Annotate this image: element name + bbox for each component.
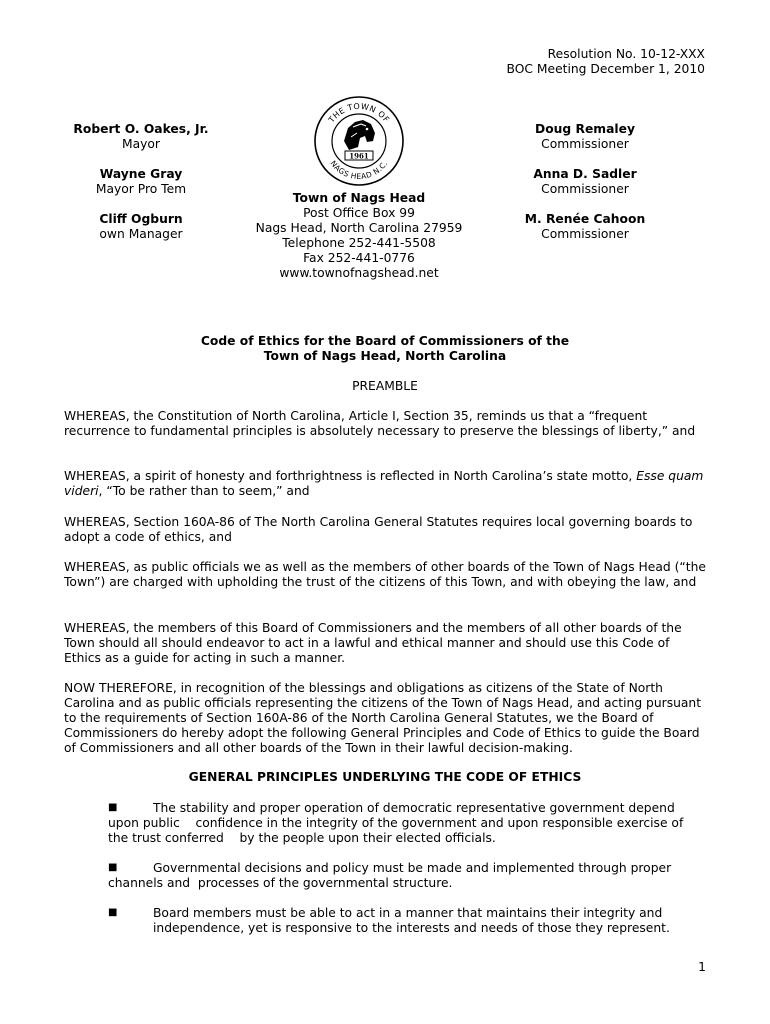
- title-line-1: Code of Ethics for the Board of Commissioners of the: [200, 334, 570, 348]
- official-title: Commissioner: [541, 227, 629, 241]
- official-commissioner-3: [485, 212, 685, 242]
- now-therefore-paragraph: NOW THEREFORE, in recognition of the blessings and obligations as citizens of the State of North Carolina and as public officials representing the citizens of the Town of Nags Head, and acting pursuant to the requirements of Section 160A-86 of the North Carolina General Statutes, we the Board of Commissioners do hereby adopt the following General Principles and Code of Ethics to guide the Board of Commissioners and all other boards of the Town in their lawful decision-making.: [64, 681, 702, 755]
- whereas-2-text-end: , “To be rather than to seem,” and: [98, 484, 310, 498]
- po-box: Post Office Box 99: [303, 206, 415, 220]
- resolution-header: [507, 47, 706, 77]
- official-title: own Manager: [99, 227, 183, 241]
- principle-1-line-1: The stability and proper operation of democratic representative government depend: [153, 801, 675, 815]
- meeting-date: BOC Meeting December 1, 2010: [506, 62, 705, 76]
- official-title: Commissioner: [541, 137, 629, 151]
- website-link[interactable]: www.townofnagshead.net: [279, 266, 439, 280]
- principles-heading: GENERAL PRINCIPLES UNDERLYING THE CODE OF ETHICS: [188, 770, 582, 784]
- bullet-square-icon: ■: [108, 907, 118, 918]
- official-mayor-pro-tem: [41, 167, 241, 197]
- official-name: Doug Remaley: [535, 122, 635, 136]
- state-motto: Esse quam videri: [64, 469, 704, 498]
- official-town-manager: [41, 212, 241, 242]
- principle-2-line-2: channels and processes of the governmental structure.: [108, 876, 453, 890]
- principle-2-line-1: Governmental decisions and policy must be made and implemented through proper: [153, 861, 672, 875]
- principle-3-line-1: Board members must be able to act in a manner that maintains their integrity and: [153, 906, 663, 920]
- seal-year: 1961: [349, 151, 369, 161]
- official-name: M. Renée Cahoon: [524, 212, 646, 226]
- principle-1-line-2: upon public confidence in the integrity of the government and upon responsible exercise of: [108, 816, 684, 830]
- seal-top-text: THE TOWN OF: [326, 101, 392, 125]
- official-title: Mayor: [121, 137, 160, 151]
- town-address-block: [230, 191, 488, 281]
- page-number: 1: [698, 960, 706, 974]
- telephone: Telephone 252-441-5508: [282, 236, 436, 250]
- official-name: Robert O. Oakes, Jr.: [73, 122, 209, 136]
- whereas-paragraph-3: WHEREAS, Section 160A-86 of The North Carolina General Statutes requires local governing boards to adopt a code of ethics, and: [64, 515, 693, 544]
- town-seal-logo: [311, 95, 407, 187]
- official-name: Wayne Gray: [99, 167, 183, 181]
- bullet-square-icon: ■: [108, 862, 118, 873]
- title-line-2: Town of Nags Head, North Carolina: [263, 349, 507, 363]
- document-title: [64, 334, 706, 364]
- official-mayor: [41, 122, 241, 152]
- horse-head-icon: [344, 120, 375, 150]
- official-name: Anna D. Sadler: [533, 167, 637, 181]
- seal-bottom-text: NAGS HEAD N.C.: [328, 158, 390, 181]
- resolution-number: Resolution No. 10-12-XXX: [547, 47, 705, 61]
- whereas-paragraph-5: WHEREAS, the members of this Board of Commissioners and the members of all other boards of the Town should all should endeavor to act in a lawful and ethical manner and should use this Code of Ethics as a guide for acting in such a manner.: [64, 621, 682, 665]
- principle-3-line-2: independence, yet is responsive to the interests and needs of those they represent.: [153, 921, 670, 935]
- principle-1-line-3: the trust conferred by the people upon their elected officials.: [108, 831, 496, 845]
- official-title: Mayor Pro Tem: [95, 182, 187, 196]
- official-commissioner-1: [485, 122, 685, 152]
- whereas-paragraph-4: WHEREAS, as public officials we as well as the members of other boards of the Town of Nags Head (“the Town”) are charged with upholding the trust of the citizens of this Town, and with obeying the law, and: [64, 560, 706, 589]
- whereas-paragraph-2: [64, 469, 706, 499]
- whereas-2-text: WHEREAS, a spirit of honesty and forthrightness is reflected in North Carolina’s state motto,: [64, 469, 637, 483]
- preamble-label: PREAMBLE: [352, 379, 418, 393]
- official-title: Commissioner: [541, 182, 629, 196]
- city-state-zip: Nags Head, North Carolina 27959: [255, 221, 463, 235]
- bullet-square-icon: ■: [108, 802, 118, 813]
- official-name: Cliff Ogburn: [99, 212, 183, 226]
- official-commissioner-2: [485, 167, 685, 197]
- fax: Fax 252-441-0776: [303, 251, 415, 265]
- whereas-paragraph-1: WHEREAS, the Constitution of North Carolina, Article I, Section 35, reminds us that a “frequent recurrence to fundamental principles is absolutely necessary to preserve the blessings of liberty,” and: [64, 409, 696, 438]
- town-name: Town of Nags Head: [292, 191, 426, 205]
